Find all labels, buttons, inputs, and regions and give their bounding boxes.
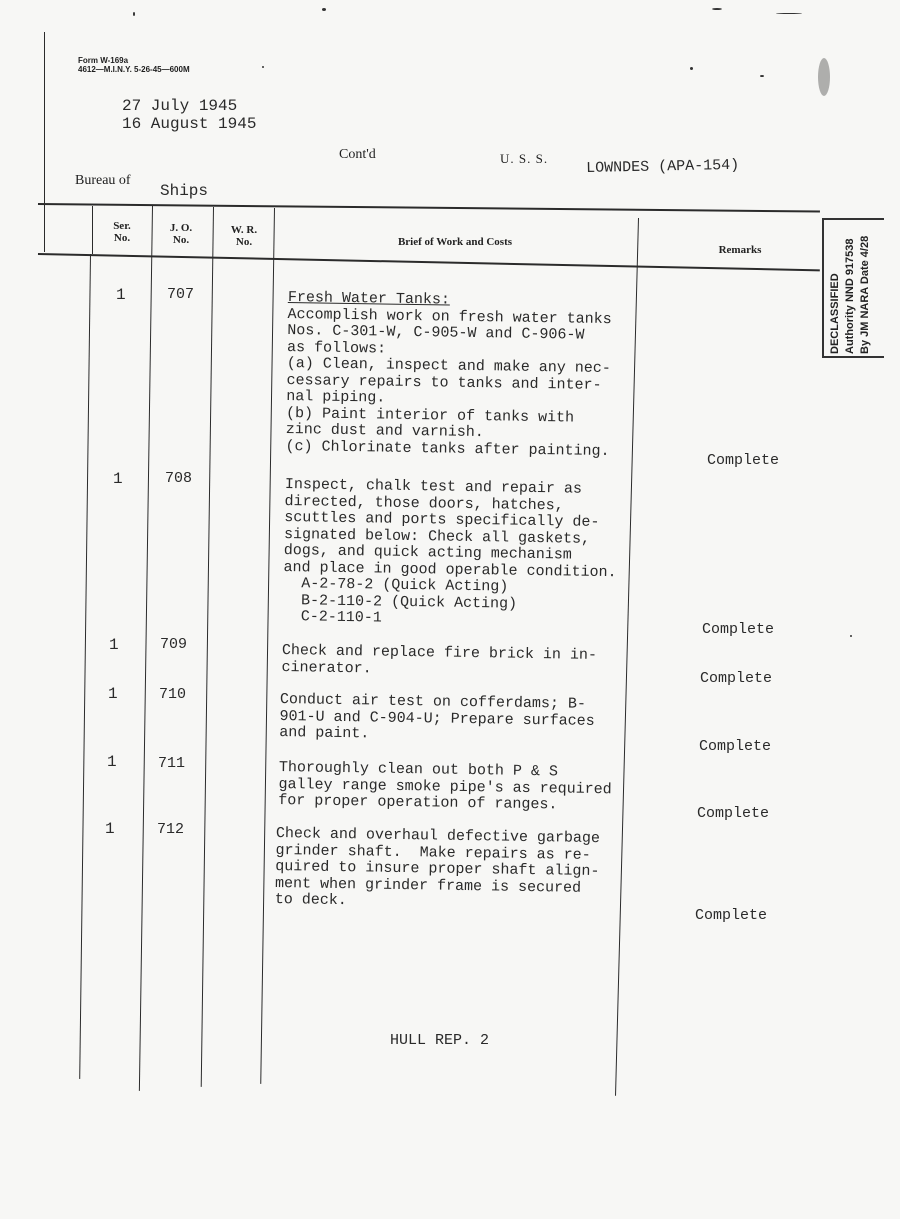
continued-label: Cont'd bbox=[339, 147, 376, 162]
entry-remarks: Complete bbox=[700, 670, 773, 687]
entry-remarks: Complete bbox=[702, 621, 775, 638]
scan-speck bbox=[262, 66, 264, 68]
scan-speck bbox=[760, 75, 764, 77]
entry-ser: 1 bbox=[108, 685, 118, 703]
table-top-rule bbox=[38, 203, 820, 213]
stamp-by: By JM NARA Date 4/28 bbox=[859, 235, 871, 354]
form-number: Form W-169a bbox=[78, 56, 129, 65]
entry-jo: 708 bbox=[165, 470, 193, 487]
entry-remarks: Complete bbox=[707, 452, 780, 469]
entry-brief bbox=[285, 290, 612, 460]
entry-title: Fresh Water Tanks: bbox=[287, 289, 451, 309]
bureau-label: Bureau of bbox=[75, 173, 131, 188]
entry-jo: 710 bbox=[159, 686, 187, 703]
scan-speck bbox=[690, 67, 693, 70]
entry-ser: 1 bbox=[116, 286, 126, 304]
col-divider-brief bbox=[260, 208, 275, 1084]
scan-speck bbox=[133, 12, 135, 16]
page-footer: HULL REP. 2 bbox=[390, 1032, 490, 1049]
entry-jo: 707 bbox=[167, 286, 195, 303]
declassified-stamp bbox=[822, 218, 884, 358]
scan-speck bbox=[850, 635, 852, 637]
col-header-brief: Brief of Work and Costs bbox=[397, 236, 513, 248]
col-divider-ser bbox=[79, 254, 91, 1079]
date-first: 27 July 1945 bbox=[122, 97, 238, 115]
scan-speck bbox=[322, 8, 326, 11]
scan-speck bbox=[818, 58, 830, 96]
entry-brief: Check and overhaul defective garbage grinder shaft. Make repairs as re- quired to insure proper shaft align- ment when grinder frame is secured to deck. bbox=[274, 825, 601, 910]
entry-ser: 1 bbox=[109, 636, 119, 654]
col-divider-wr bbox=[201, 207, 214, 1087]
stamp-authority: Authority NND 917538 bbox=[844, 238, 856, 354]
entry-jo: 709 bbox=[160, 636, 188, 653]
form-print-code: 4612—M.I.N.Y. 5-26-45—600M bbox=[78, 65, 190, 74]
entry-text: Accomplish work on fresh water tanks Nos. C-301-W, C-905-W and C-906-W as follows: (a) Clean, inspect and make any nec- cessary repairs to tanks and inter- nal piping. (b) Paint interior of tanks with zinc dust and varnish. (c) Chlorinate tanks after painting. bbox=[285, 305, 612, 460]
col-divider-remarks bbox=[615, 218, 639, 1096]
scan-speck bbox=[712, 8, 722, 10]
entry-brief: Thoroughly clean out both P & S galley range smoke pipe's as required for proper operation of ranges. bbox=[278, 759, 612, 814]
col-divider-jo bbox=[139, 206, 153, 1091]
ship-name: LOWNDES (APA-154) bbox=[586, 156, 740, 177]
form-identifier bbox=[78, 56, 190, 74]
entry-ser: 1 bbox=[105, 820, 115, 838]
stamp-text bbox=[828, 236, 873, 354]
page-left-rule bbox=[44, 32, 45, 252]
entry-remarks: Complete bbox=[695, 907, 768, 924]
date-second: 16 August 1945 bbox=[122, 115, 257, 133]
col-divider-header-1 bbox=[92, 206, 93, 254]
entry-brief: Inspect, chalk test and repair as directed, those doors, hatches, scuttles and ports specifically de- signated below: Check all gaskets, dogs, and quick acting mechanism and place in good operable condition. A-2-78-2 (Quick Acting) B-2-110-2 (Quick Acting) C-2-110-1 bbox=[282, 476, 617, 627]
col-header-wr: W. R. No. bbox=[230, 224, 258, 248]
entry-ser: 1 bbox=[113, 470, 123, 488]
scan-speck bbox=[776, 13, 802, 14]
entry-remarks: Complete bbox=[697, 805, 770, 822]
stamp-declassified: DECLASSIFIED bbox=[829, 273, 841, 354]
col-header-ser: Ser. No. bbox=[113, 220, 131, 244]
entry-jo: 711 bbox=[158, 755, 186, 772]
entry-remarks: Complete bbox=[699, 738, 772, 755]
entry-brief: Conduct air test on cofferdams; B- 901-U and C-904-U; Prepare surfaces and paint. bbox=[279, 691, 595, 743]
entry-brief: Check and replace fire brick in in- cinerator. bbox=[281, 642, 598, 677]
entry-jo: 712 bbox=[157, 821, 185, 838]
uss-label: U. S. S. bbox=[500, 151, 549, 166]
col-header-remarks: Remarks bbox=[718, 244, 762, 256]
col-header-jo: J. O. No. bbox=[169, 222, 193, 246]
entry-ser: 1 bbox=[107, 753, 117, 771]
bureau-value: Ships bbox=[160, 182, 209, 200]
